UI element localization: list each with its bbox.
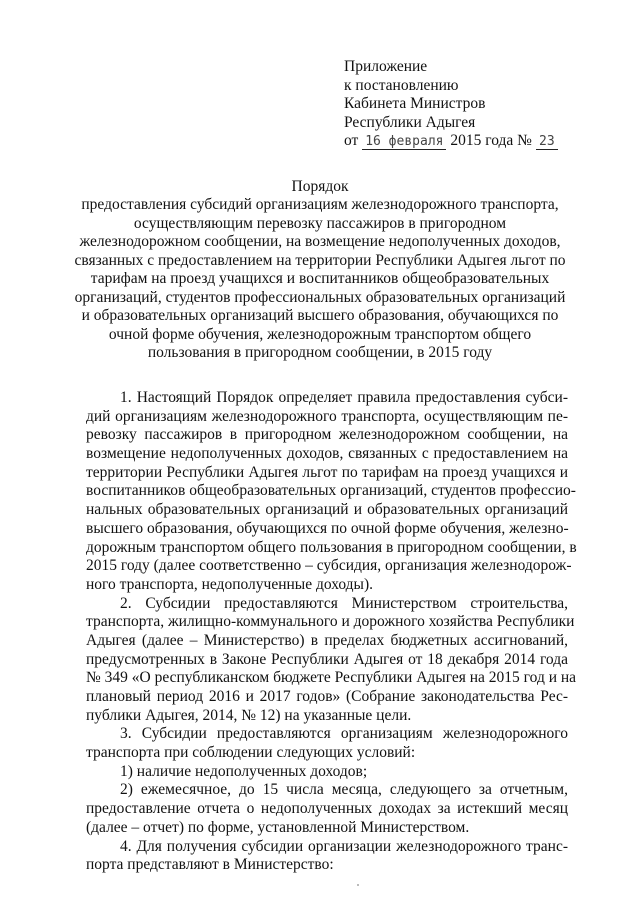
subtitle-line: пользования в пригородном сообщении, в 2015 году — [147, 344, 493, 361]
body-line: 4. Для получения субсидии организации железнодорожного транс- — [120, 837, 568, 855]
body-line: публики Адыгея, 2014, № 12) на указанные цели. — [86, 706, 412, 724]
appendix-line: Приложение — [344, 58, 428, 75]
subtitle-line: железнодорожном сообщении, на возмещение недополученных доходов, — [79, 233, 561, 250]
year-text: 2015 года № — [450, 132, 532, 149]
body-line: порта представляют в Министерство: — [86, 856, 334, 874]
body-line: нальных образовательных организаций и образовательных организаций — [86, 501, 568, 519]
subtitle-line: очной форме обучения, железнодорожным транспортом общего — [108, 325, 532, 343]
body-line: 2) ежемесячное, до 15 числа месяца, следующего за отчетным, — [120, 781, 568, 799]
body-line: транспорта, жилищно-коммунального и дорожного хозяйства Республики — [86, 613, 575, 631]
subtitle-line: осуществляющим перевозку пассажиров в пригородном — [133, 214, 507, 232]
body-line: территории Республики Адыгея льгот по тарифам на проезд учащихся и — [86, 463, 568, 481]
body-line: дорожным транспортом общего пользования в пригородном сообщении, в — [86, 538, 577, 556]
subtitle-line: предоставления субсидий организациям железнодорожного транспорта, — [81, 196, 559, 213]
body-line: плановый период 2016 и 2017 годов» (Собрание законодательства Рес- — [86, 688, 568, 705]
subtitle-line: организаций, студентов профессиональных образовательных организаций — [74, 288, 566, 306]
document-subtitle — [60, 196, 580, 363]
body-line: № 349 «О республиканском бюджете Республики Адыгея на 2015 год и на — [86, 669, 577, 687]
body-line: 3. Субсидии предоставляются организациям железнодорожного — [120, 725, 568, 743]
body-line: воспитанников общеобразовательных организаций, студентов профессио- — [86, 482, 576, 500]
subtitle-line: и образовательных организаций высшего образования, обучающихся по — [81, 307, 559, 324]
body-line: 2. Субсидии предоставляются Министерством строительства, — [120, 594, 568, 612]
body-line: возмещение недополученных доходов, связанных с предоставлением на — [86, 445, 568, 463]
body-line: предусмотренных в Законе Республики Адыгея от 18 декабря 2014 года — [86, 650, 568, 668]
body-line: Адыгея (далее – Министерство) в пределах бюджетных ассигнований, — [86, 631, 568, 649]
body-line: (далее – отчет) по форме, установленной Министерством. — [86, 818, 470, 836]
appendix-line: к постановлению — [344, 76, 459, 94]
appendix-line: Республики Адыгея — [344, 113, 476, 131]
scan-speck — [357, 884, 359, 886]
document-body — [86, 389, 577, 875]
subtitle-line: тарифам на проезд учащихся и воспитанников общеобразовательных — [90, 270, 550, 287]
appendix-date-line — [344, 132, 604, 151]
date-prefix: от — [344, 132, 359, 149]
body-line: дий организациям железнодорожного транспорта, осуществляющим пе- — [86, 407, 568, 425]
appendix-header — [344, 58, 604, 151]
document-title: Порядок — [291, 178, 349, 195]
body-line: ного транспорта, недополученные доходы). — [86, 575, 374, 593]
appendix-line: Кабинета Министров — [344, 95, 486, 112]
body-line: высшего образования, обучающихся по очной форме обучения, железно- — [86, 519, 569, 537]
handwritten-number: 23 — [536, 135, 558, 150]
handwritten-date: 16 февраля — [362, 135, 446, 150]
body-line: ревозку пассажиров в пригородном железнодорожном сообщении, на — [86, 426, 568, 444]
subtitle-line: связанных с предоставлением на территории Республики Адыгея льгот по — [74, 251, 566, 269]
body-line: 2015 году (далее соответственно – субсидия, организация железнодорож- — [86, 557, 572, 575]
body-line: 1. Настоящий Порядок определяет правила предоставления субси- — [120, 389, 568, 406]
body-line: предоставление отчета о недополученных доходах за истекший месяц — [86, 800, 568, 818]
body-line: 1) наличие недополученных доходов; — [120, 762, 368, 780]
body-line: транспорта при соблюдении следующих условий: — [86, 744, 416, 762]
